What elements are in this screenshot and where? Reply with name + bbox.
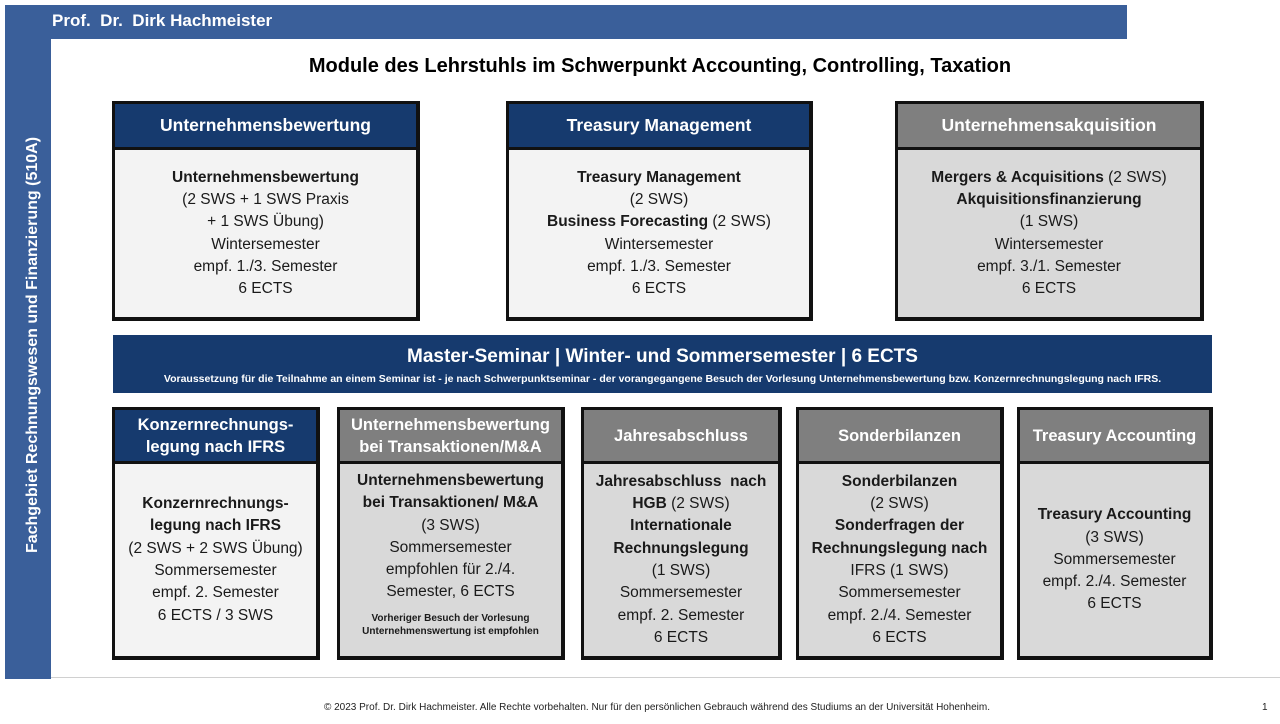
course-hours: (3 SWS)	[421, 516, 480, 534]
module-card-unternehmensbewertung	[112, 101, 420, 321]
recommended-semester: empf. 3./1. Semester	[977, 257, 1121, 275]
module-details	[115, 150, 416, 317]
course-hours: (3 SWS)	[1085, 528, 1144, 546]
module-card-treasury-accounting	[1017, 407, 1213, 660]
course-name: Treasury Accounting	[1037, 506, 1192, 524]
course-name: Jahresabschluss nach	[595, 472, 767, 490]
ects: 6 ECTS	[631, 280, 687, 298]
course-name: Unternehmensbewertung	[357, 472, 544, 489]
course-name: Internationale	[630, 517, 732, 535]
seminar-prerequisite: Voraussetzung für die Teilnahme an einem Seminar ist - je nach Schwerpunktseminar - der vorangegangene Besuch der Vorlesung Unternehmensbewertung bzw. Konzernrechnungslegung nach IFRS.	[163, 373, 1162, 385]
page-title: Module des Lehrstuhls im Schwerpunkt Accounting, Controlling, Taxation	[308, 55, 1012, 77]
course-hours: (1 SWS)	[885, 562, 949, 579]
semester: Sommersemester	[389, 538, 512, 556]
module-card-unternehmensakquisition	[895, 101, 1204, 321]
course-name: HGB	[632, 495, 667, 513]
course-hours: (2 SWS)	[870, 495, 929, 513]
course-name: Sonderbilanzen	[841, 472, 958, 490]
module-title: Sonderbilanzen	[799, 410, 1000, 464]
semester: Sommersemester	[1053, 550, 1176, 568]
recommended-semester: empf. 2. Semester	[617, 606, 745, 624]
module-title: Konzernrechnungs- legung nach IFRS	[115, 410, 316, 464]
sidebar-band	[5, 5, 51, 679]
module-title: Unternehmensbewertung bei Transaktionen/M&A	[340, 410, 561, 464]
course-hours: (2 SWS + 1 SWS Praxis	[182, 190, 349, 208]
module-details	[584, 464, 778, 656]
module-title: Unternehmensbewertung	[115, 104, 416, 150]
ects: 6 ECTS	[653, 628, 709, 646]
course-name: bei Transaktionen/ M&A	[362, 494, 539, 512]
semester: Wintersemester	[211, 235, 320, 253]
copyright-footer: © 2023 Prof. Dr. Dirk Hachmeister. Alle Rechte vorbehalten. Nur für den persönlichen Gebrauch während des Studiums an der Universität Hohenheim.	[323, 702, 991, 713]
recommendation-note: Vorheriger Besuch der Vorlesung Unternehmenswertung ist empfohlen	[362, 612, 539, 637]
module-details	[340, 464, 561, 656]
module-details	[1020, 464, 1209, 656]
module-title: Treasury Management	[509, 104, 809, 150]
course-name: Rechnungslegung nach	[811, 539, 988, 557]
module-card-konzernrechnungslegung	[112, 407, 320, 660]
course-name: legung nach IFRS	[150, 517, 281, 535]
course-name: Unternehmensbewertung	[172, 168, 359, 186]
module-details	[509, 150, 809, 317]
course-name: Akquisitionsfinanzierung	[956, 190, 1142, 208]
ects: 6 ECTS	[1087, 595, 1142, 613]
department-label: Fachgebiet Rechnungswesen und Finanzierung (510A)	[24, 136, 41, 554]
course-hours: + 1 SWS Übung)	[207, 213, 324, 231]
recommended-semester: empf. 1./3. Semester	[193, 257, 338, 275]
course-name: Konzernrechnungs-	[142, 495, 289, 513]
recommended-semester: empf. 2./4. Semester	[827, 606, 972, 624]
recommended-semester: empf. 2./4. Semester	[1042, 573, 1187, 591]
semester: Wintersemester	[604, 235, 714, 253]
module-card-jahresabschluss	[581, 407, 782, 660]
module-details	[799, 464, 1000, 656]
module-card-unternehmensbewertung-transaktionen	[337, 407, 565, 660]
recommended-semester: empf. 2. Semester	[152, 584, 279, 602]
module-card-treasury-management	[506, 101, 813, 321]
course-hours: (2 SWS)	[666, 495, 730, 513]
semester: Sommersemester	[154, 562, 277, 579]
ects: 6 ECTS	[1021, 280, 1077, 298]
course-name: Rechnungslegung	[613, 539, 749, 557]
semester: Sommersemester	[619, 584, 743, 602]
semester: Wintersemester	[994, 235, 1104, 253]
ects: Semester, 6 ECTS	[386, 583, 515, 601]
module-details	[898, 150, 1200, 317]
module-title: Unternehmensakquisition	[898, 104, 1200, 150]
course-name: Sonderfragen der	[834, 517, 965, 535]
course-hours: (1 SWS)	[651, 562, 711, 579]
course-hours: (2 SWS)	[629, 190, 689, 208]
master-seminar-banner	[113, 335, 1212, 393]
module-title: Treasury Accounting	[1020, 410, 1209, 464]
course-name: Business Forecasting	[547, 213, 709, 231]
seminar-title: Master-Seminar | Winter- und Sommersemester | 6 ECTS	[407, 346, 918, 367]
course-hours: (2 SWS)	[1103, 168, 1167, 186]
semester: Sommersemester	[838, 584, 961, 602]
course-hours: (2 SWS)	[708, 213, 771, 231]
course-name: Mergers & Acquisitions	[931, 168, 1104, 186]
module-details	[115, 464, 316, 656]
ects: 6 ECTS / 3 SWS	[157, 606, 274, 624]
divider	[51, 677, 1280, 678]
page-number: 1	[1262, 702, 1268, 713]
course-hours: (1 SWS)	[1019, 213, 1079, 231]
author-name: Prof. Dr. Dirk Hachmeister	[52, 11, 273, 30]
module-card-sonderbilanzen	[796, 407, 1004, 660]
course-name: Treasury Management	[577, 168, 741, 186]
course-name: IFRS	[850, 562, 886, 579]
module-title: Jahresabschluss	[584, 410, 778, 464]
recommended-semester: empf. 1./3. Semester	[587, 257, 731, 275]
course-hours: (2 SWS + 2 SWS Übung)	[128, 539, 303, 557]
ects: 6 ECTS	[872, 628, 927, 646]
recommended-semester: empfohlen für 2./4.	[385, 561, 516, 579]
ects: 6 ECTS	[238, 280, 293, 298]
